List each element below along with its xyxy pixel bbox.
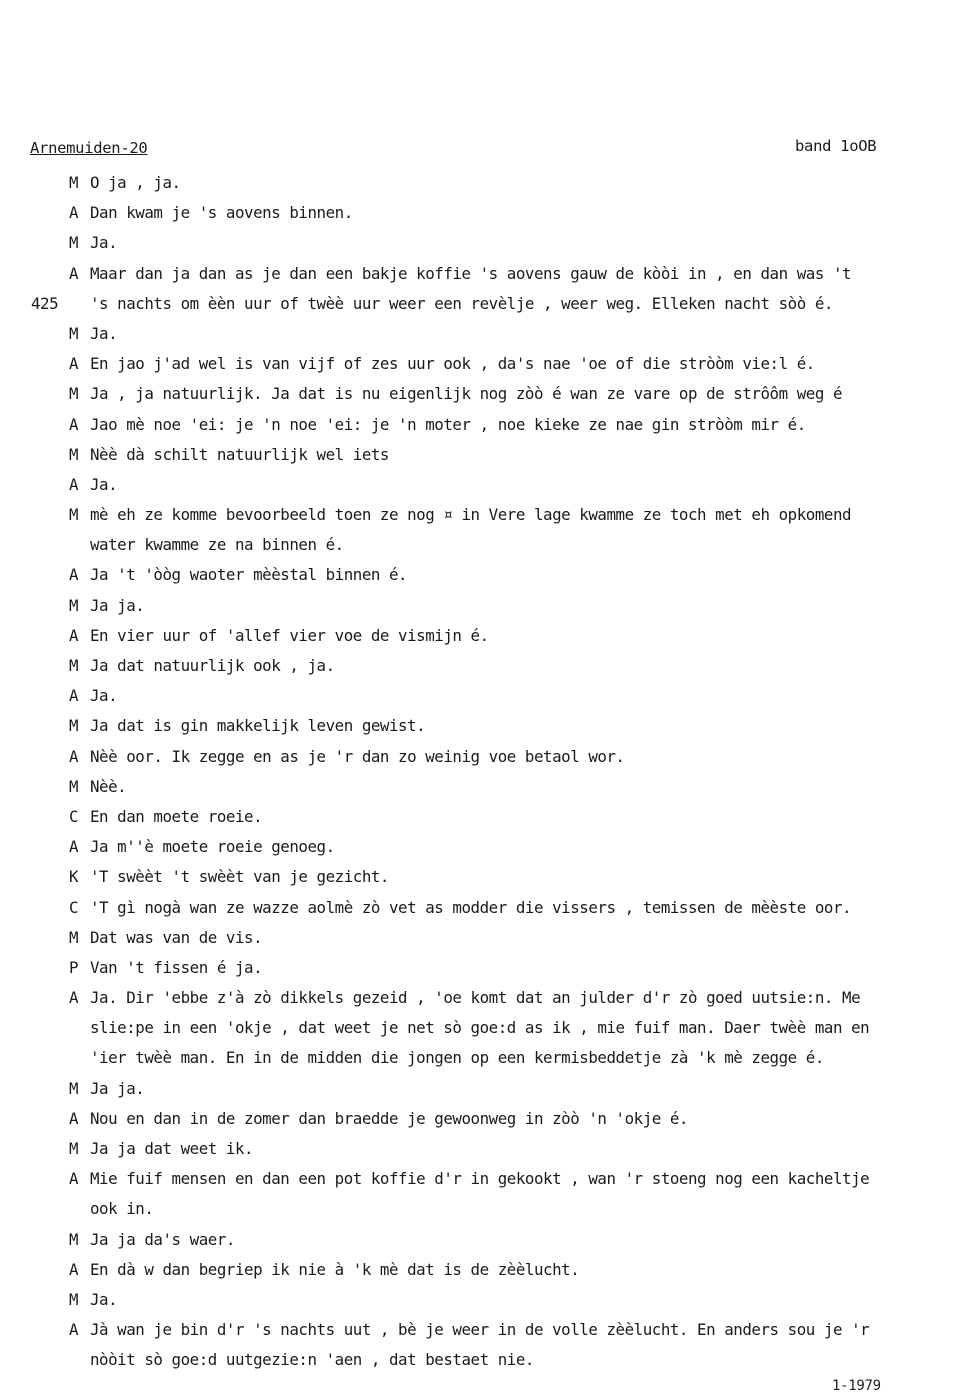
utterance-text: Ja ja dat weet ik. — [90, 1139, 254, 1158]
utterance-text: En dan moete roeie. — [90, 806, 263, 826]
utterance-text: Nèè dà schilt natuurlijk wel iets — [90, 444, 389, 464]
utterance-text: Ja , ja natuurlijk. Ja dat is nu eigenlijk nog zòò é wan ze vare op de strôôm weg é — [90, 384, 843, 404]
utterance-text: Ja dat natuurlijk ook , ja. — [90, 656, 335, 675]
utterance-text: Maar dan ja dan as je dan een bakje koffie 's aovens gauw de kòòi in , en dan was 't — [90, 263, 852, 283]
speaker-label: A — [69, 1169, 79, 1189]
speaker-label: A — [69, 203, 79, 223]
document-title: Arnemuiden-20 — [30, 139, 148, 157]
utterance-text: mè eh ze komme bevoorbeeld toen ze nog ¤ in Vere lage kwamme ze toch met eh opkomend — [90, 505, 852, 525]
speaker-label: A — [69, 1259, 79, 1279]
speaker-label: K — [69, 867, 79, 887]
transcript-body — [0, 168, 973, 1376]
transcript-line — [0, 591, 973, 621]
speaker-label: M — [69, 233, 79, 253]
transcript-line — [0, 711, 973, 741]
transcript-line — [0, 560, 973, 590]
utterance-text: 'ier twèè man. En in de midden die jongen op een kermisbeddetje zà 'k mè zegge é. — [90, 1048, 824, 1068]
speaker-label: M — [69, 595, 79, 615]
speaker-label: C — [69, 806, 79, 826]
speaker-label: A — [69, 1320, 79, 1340]
transcript-line — [0, 893, 973, 923]
speaker-label: C — [69, 897, 79, 917]
speaker-label: P — [69, 957, 79, 977]
utterance-text: Van 't fissen é ja. — [90, 957, 263, 977]
transcript-line — [0, 530, 973, 560]
speaker-label: M — [69, 505, 79, 525]
transcript-line — [0, 259, 973, 289]
utterance-text: En vier uur of 'allef vier voe de vismijn é. — [90, 625, 489, 645]
utterance-text: Dat was van de vis. — [90, 927, 263, 947]
utterance-text: Ja. — [90, 1289, 118, 1309]
utterance-text: Ja m''è moete roeie genoeg. — [90, 837, 335, 857]
speaker-label: A — [69, 988, 79, 1008]
transcript-line — [0, 651, 973, 681]
transcript-line — [0, 832, 973, 862]
utterance-text: 'T swèèt 't swèèt van je gezicht. — [90, 867, 389, 887]
transcript-line — [0, 168, 973, 198]
transcript-line — [0, 410, 973, 440]
utterance-text: Dan kwam je 's aovens binnen. — [90, 203, 353, 223]
speaker-label: A — [69, 414, 79, 434]
line-number: 425 — [31, 293, 59, 313]
utterance-text: nòòit sò goe:d uutgezie:n 'aen , dat bestaet nie. — [90, 1350, 534, 1370]
transcript-line — [0, 1194, 973, 1224]
transcript-line — [0, 621, 973, 651]
speaker-label: A — [69, 474, 79, 494]
transcript-line — [0, 862, 973, 892]
utterance-text: Jao mè noe 'ei: je 'n noe 'ei: je 'n moter , noe kieke ze nae gin stròòm mir é. — [90, 414, 806, 434]
speaker-label: A — [69, 625, 79, 645]
speaker-label: M — [69, 323, 79, 343]
utterance-text: Ja 't 'òòg waoter mèèstal binnen é. — [90, 565, 408, 585]
utterance-text: Ja ja. — [90, 1078, 145, 1098]
transcript-line — [0, 772, 973, 802]
speaker-label: M — [69, 1229, 79, 1249]
speaker-label: M — [69, 384, 79, 404]
utterance-text: En dà w dan begriep ik nie à 'k mè dat is de zèèlucht. — [90, 1259, 580, 1279]
transcript-line — [0, 1285, 973, 1315]
transcript-line — [0, 198, 973, 228]
transcript-line — [0, 1104, 973, 1134]
transcript-line — [0, 1225, 973, 1255]
utterance-text: Mie fuif mensen en dan een pot koffie d'r in gekookt , wan 'r stoeng nog een kacheltje — [90, 1169, 870, 1189]
utterance-text: Nèè. — [90, 776, 127, 796]
speaker-label: A — [69, 263, 79, 283]
transcript-line — [0, 1164, 973, 1194]
speaker-label: M — [69, 173, 79, 192]
speaker-label: A — [69, 354, 79, 374]
utterance-text: Ja. — [90, 474, 118, 494]
transcript-line — [0, 1345, 973, 1375]
utterance-text: water kwamme ze na binnen é. — [90, 535, 344, 555]
transcript-line — [0, 1043, 973, 1073]
transcript-line — [0, 1013, 973, 1043]
transcript-line — [0, 1315, 973, 1345]
transcript-line — [0, 1074, 973, 1104]
utterance-text: slie:pe in een 'okje , dat weet je net sò goe:d as ik , mie fuif man. Daer twèè man en — [90, 1018, 870, 1038]
speaker-label: A — [69, 1108, 79, 1128]
utterance-text: Ja ja da's waer. — [90, 1229, 235, 1249]
utterance-text: Ja. Dir 'ebbe z'à zò dikkels gezeid , 'oe komt dat an julder d'r zò goed uutsie:n. Me — [90, 988, 861, 1008]
utterance-text: En jao j'ad wel is van vijf of zes uur ook , da's nae 'oe of die stròòm vie:l é. — [90, 354, 815, 374]
speaker-label: M — [69, 716, 79, 736]
speaker-label: A — [69, 686, 79, 706]
speaker-label: A — [69, 565, 79, 585]
transcript-line — [0, 500, 973, 530]
speaker-label: M — [69, 1289, 79, 1309]
transcript-line — [0, 1255, 973, 1285]
transcript-line — [0, 953, 973, 983]
speaker-label: M — [69, 444, 79, 464]
transcript-line — [0, 1134, 973, 1164]
transcript-line — [0, 470, 973, 500]
speaker-label: A — [69, 837, 79, 857]
transcript-line — [0, 349, 973, 379]
utterance-text: Jà wan je bin d'r 's nachts uut , bè je weer in de volle zèèlucht. En anders sou je 'r — [90, 1320, 870, 1340]
speaker-label: M — [69, 927, 79, 947]
utterance-text: Ja. — [90, 323, 118, 343]
transcript-line — [0, 983, 973, 1013]
utterance-text: ook in. — [90, 1199, 154, 1219]
speaker-label: M — [69, 1139, 79, 1158]
transcript-line — [0, 228, 973, 258]
transcript-line — [0, 742, 973, 772]
speaker-label: M — [69, 1078, 79, 1098]
transcript-line — [0, 319, 973, 349]
tape-label: band 1oOB — [795, 137, 877, 155]
utterance-text: Nou en dan in de zomer dan braedde je gewoonweg in zòò 'n 'okje é. — [90, 1108, 688, 1128]
transcript-line — [0, 923, 973, 953]
speaker-label: A — [69, 746, 79, 766]
utterance-text: Nèè oor. Ik zegge en as je 'r dan zo weinig voe betaol wor. — [90, 746, 625, 766]
transcript-line — [0, 802, 973, 832]
utterance-text: O ja , ja. — [90, 173, 181, 192]
transcript-line — [0, 681, 973, 711]
utterance-text: 's nachts om èèn uur of twèè uur weer een revèlje , weer weg. Elleken nacht sòò é. — [90, 293, 833, 313]
transcript-line — [0, 379, 973, 409]
utterance-text: Ja ja. — [90, 595, 145, 615]
speaker-label: M — [69, 776, 79, 796]
speaker-label: M — [69, 656, 79, 675]
transcript-line — [0, 440, 973, 470]
utterance-text: Ja. — [90, 233, 118, 253]
page-footer-date: 1-1979 — [832, 1378, 881, 1394]
utterance-text: 'T gì nogà wan ze wazze aolmè zò vet as modder die vissers , temissen de mèèste oor. — [90, 897, 852, 917]
transcript-line — [0, 289, 973, 319]
utterance-text: Ja dat is gin makkelijk leven gewist. — [90, 716, 426, 736]
utterance-text: Ja. — [90, 686, 118, 706]
